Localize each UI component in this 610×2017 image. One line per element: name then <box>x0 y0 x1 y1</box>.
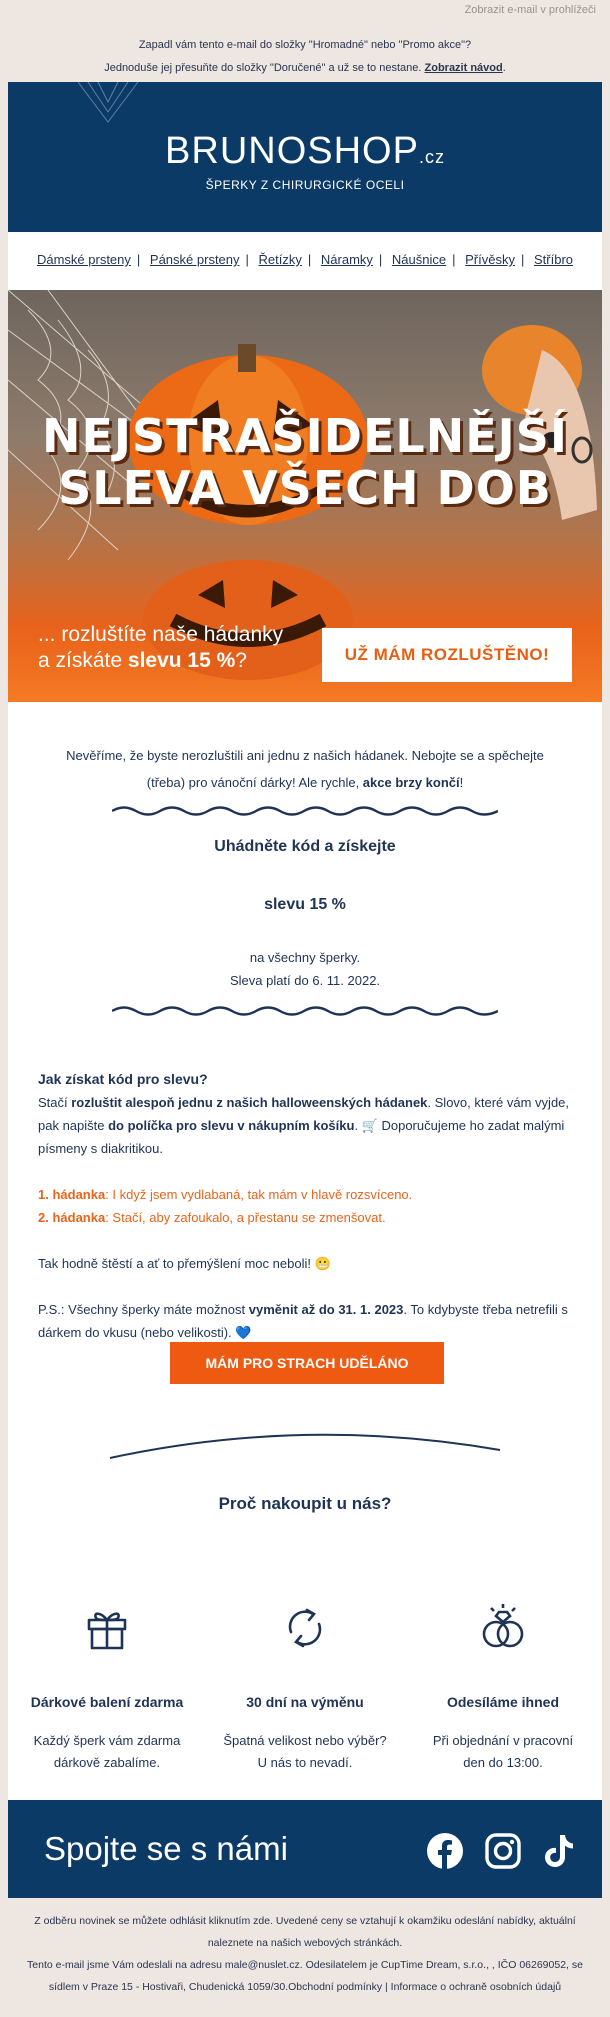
ps-part2: . To kdybyste třeba netrefili s dárkem do vkusu (nebo velikosti). 💙 <box>38 1302 568 1340</box>
feature-gift-title: Dárkové balení zdarma <box>30 1694 184 1710</box>
riddle-2-text: : Stačí, aby zafoukalo, a přestanu se zmenšovat. <box>105 1210 386 1225</box>
nav-separator: | <box>136 252 141 267</box>
nav-separator: | <box>378 252 383 267</box>
intro-part2: ! <box>459 775 464 790</box>
feature-exchange-desc <box>206 1730 404 1774</box>
logo-text: BRUNOSHOP <box>165 130 419 172</box>
hero-subtext <box>38 622 283 674</box>
facebook-icon[interactable] <box>426 1832 464 1870</box>
nav-item-nausnice[interactable]: Náušnice <box>391 252 447 267</box>
howto-paragraph <box>38 1091 578 1160</box>
category-nav <box>8 232 602 290</box>
exchange-icon <box>281 1604 329 1652</box>
legal-line4: sídlem v Praze 15 - Hostivaři, Chudenická 1059/30.Obchodní podmínky | Informace o ochraně osobních údajů <box>48 1981 562 1993</box>
intro-text <box>48 742 562 796</box>
hero-sub-line2 <box>38 648 283 674</box>
feature-gift-desc <box>8 1730 206 1774</box>
feature-shipping-desc <box>404 1730 602 1774</box>
feature-exchange <box>206 1602 404 1774</box>
halloween-hero-banner[interactable] <box>8 290 602 702</box>
spam-notice <box>0 26 610 82</box>
nav-item-damske-prsteny[interactable]: Dámské prsteny <box>36 252 131 267</box>
nav-separator: | <box>307 252 312 267</box>
nav-separator: | <box>452 252 456 267</box>
howto-p1-part1: Stačí <box>38 1095 72 1110</box>
browser-view-link[interactable] <box>0 0 610 26</box>
feature-gift-line2: dárkově zabalíme. <box>53 1755 161 1770</box>
legal-footer <box>0 1910 610 1998</box>
ps-text <box>38 1298 578 1344</box>
riddle-1-text: : I když jsem vydlabaná, tak mám v hlavě rozsvíceno. <box>105 1187 413 1202</box>
code-note-line1: na všechny šperky. <box>249 950 361 965</box>
show-guide-link[interactable]: Zobrazit návod <box>424 62 503 74</box>
nav-item-privesky[interactable]: Přívěsky <box>465 252 515 267</box>
howto-p1-part3: . 🛒 Doporučujeme ho zadat malými písmeny s diakritikou. <box>38 1118 565 1156</box>
legal-line1: Z odběru novinek se můžete odhlásit kliknutím zde. Uvedené ceny se vztahují k okamžiku odeslání nabídky, aktuální <box>34 1915 576 1927</box>
not-afraid-button[interactable]: MÁM PRO STRACH UDĚLÁNO <box>170 1342 444 1384</box>
feature-gift <box>8 1602 206 1774</box>
nav-item-panske-prsteny[interactable]: Pánské prsteny <box>149 252 240 267</box>
decorative-lines-icon <box>78 82 158 132</box>
code-title: Uhádněte kód a získejte <box>214 838 396 855</box>
code-note <box>8 946 602 992</box>
logo-suffix: .cz <box>418 147 445 167</box>
social-icons <box>426 1832 576 1870</box>
brand-logo[interactable] <box>8 130 602 173</box>
arc-divider-icon <box>108 1428 502 1462</box>
hero-headline <box>8 410 602 514</box>
legal-line2: naleznete na našich webových stránkách. <box>207 1937 403 1949</box>
rings-icon <box>477 1602 529 1654</box>
why-title: Proč nakoupit u nás? <box>218 1494 392 1513</box>
feature-shipping-line1: Při objednání v pracovní <box>432 1733 574 1748</box>
social-footer <box>8 1800 602 1898</box>
code-discount: slevu 15 % <box>264 896 346 913</box>
tiktok-icon[interactable] <box>542 1832 576 1870</box>
wave-divider-icon <box>112 804 498 818</box>
riddle-1-label: 1. hádanka <box>38 1187 106 1202</box>
howto-p1-part2: . Slovo, které vám vyjde, pak napište <box>38 1095 570 1133</box>
feature-exchange-title: 30 dní na výměnu <box>246 1694 364 1710</box>
hero-sub-line1: ... rozluštíte naše hádanky <box>38 623 284 646</box>
hero-sub-prefix: a získáte <box>38 649 128 672</box>
nav-separator: | <box>520 252 525 267</box>
browser-view-text[interactable]: Zobrazit e-mail v prohlížeči <box>464 4 596 16</box>
email-header <box>8 82 602 232</box>
footer-title: Spojte se s námi <box>44 1830 288 1867</box>
nav-item-naramky[interactable]: Náramky <box>320 252 373 267</box>
feature-shipping <box>404 1602 602 1774</box>
hero-sub-suffix: ? <box>235 649 247 672</box>
ps-bold: vyměnit až do 31. 1. 2023 <box>248 1302 404 1317</box>
gift-icon <box>83 1604 131 1652</box>
howto-section <box>38 1068 578 1344</box>
ps-part1: P.S.: Všechny šperky máte možnost <box>38 1302 249 1317</box>
feature-exchange-line1: Špatná velikost nebo výběr? <box>223 1733 387 1748</box>
email-body <box>8 702 602 1800</box>
riddle-1 <box>38 1183 578 1206</box>
wave-divider-icon <box>112 1004 498 1018</box>
notice-line2-text: Jednoduše jej přesuňte do složky "Doručené" a už se to nestane. <box>104 62 422 74</box>
nav-item-retizky[interactable]: Řetízky <box>258 252 302 267</box>
hero-headline-line1: NEJSTRAŠIDELNĚJŠÍ <box>41 409 568 463</box>
howto-p1-bold2: do políčka pro slevu v nákupním košíku <box>108 1118 355 1133</box>
legal-line3: Tento e-mail jsme Vám odeslali na adresu male@nuslet.cz. Odesilatelem je CupTime Dream, s.r.o., , IČO 06269052, se <box>27 1959 583 1971</box>
howto-heading: Jak získat kód pro slevu? <box>38 1071 208 1087</box>
nav-item-stribro[interactable]: Stříbro <box>534 252 574 267</box>
hero-headline-line2: SLEVA VŠECH DOB <box>58 461 552 515</box>
instagram-icon[interactable] <box>484 1832 522 1870</box>
hero-sub-bold: slevu 15 % <box>127 649 236 672</box>
feature-exchange-line2: U nás to nevadí. <box>257 1755 353 1770</box>
howto-p1-bold1: rozluštit alespoň jednu z našich halloweenských hádanek <box>71 1095 428 1110</box>
feature-shipping-line2: den do 13:00. <box>463 1755 543 1770</box>
nav-separator: | <box>245 252 249 267</box>
code-note-line2: Sleva platí do 6. 11. 2022. <box>229 973 381 988</box>
good-luck-text: Tak hodně štěstí a ať to přemýšlení moc neboli! 😬 <box>38 1256 331 1271</box>
solved-button[interactable]: UŽ MÁM ROZLUŠTĚNO! <box>322 628 572 682</box>
riddle-2-label: 2. hádanka <box>38 1210 106 1225</box>
intro-part1: Nevěříme, že byste nerozluštili ani jednu z našich hádanek. Nebojte se a spěchejte (třeba) pro vánoční dárky! Ale rychle, <box>66 748 544 790</box>
notice-line1: Zapadl vám tento e-mail do složky "Hromadné" nebo "Promo akce"? <box>138 39 472 51</box>
feature-gift-line1: Každý šperk vám zdarma <box>33 1733 181 1748</box>
feature-shipping-title: Odesíláme ihned <box>446 1694 560 1710</box>
riddle-2 <box>38 1206 578 1229</box>
brand-tagline: ŠPERKY Z CHIRURGICKÉ OCELI <box>205 178 405 192</box>
notice-line2: Jednoduše jej přesuňte do složky "Doručené" a už se to nestane. Zobrazit návod. <box>104 62 506 74</box>
intro-bold: akce brzy končí <box>362 775 460 790</box>
